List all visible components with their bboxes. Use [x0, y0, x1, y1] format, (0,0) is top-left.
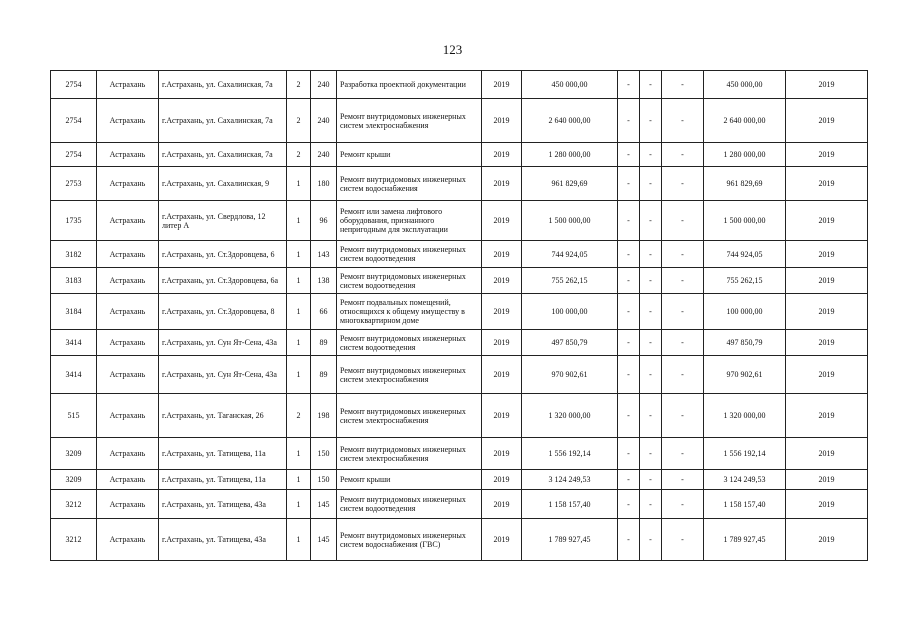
total-cost-cell: 755 262,15 [704, 268, 786, 294]
address-cell: г.Астрахань, ул. Татищева, 43а [159, 519, 287, 561]
year-cell: 2019 [482, 394, 522, 438]
total-cost-cell: 3 124 249,53 [704, 470, 786, 490]
total-cost-cell: 450 000,00 [704, 71, 786, 99]
cost-cell: 1 158 157,40 [522, 490, 618, 519]
completion-year-cell: 2019 [786, 201, 868, 241]
city-cell: Астрахань [97, 167, 159, 201]
city-cell: Астрахань [97, 99, 159, 143]
apartments-cell: 89 [311, 330, 337, 356]
work-type-cell: Ремонт внутридомовых инженерных систем водоотведения [337, 241, 482, 268]
total-cost-cell: 1 280 000,00 [704, 143, 786, 167]
dash-cell: - [640, 490, 662, 519]
dash-cell: - [618, 99, 640, 143]
total-cost-cell: 497 850,79 [704, 330, 786, 356]
apartments-cell: 138 [311, 268, 337, 294]
dash-cell: - [640, 294, 662, 330]
entrances-cell: 1 [287, 438, 311, 470]
entrances-cell: 1 [287, 470, 311, 490]
dash-cell: - [618, 167, 640, 201]
cost-cell: 497 850,79 [522, 330, 618, 356]
completion-year-cell: 2019 [786, 330, 868, 356]
total-cost-cell: 100 000,00 [704, 294, 786, 330]
object-id-cell: 1735 [51, 201, 97, 241]
completion-year-cell: 2019 [786, 519, 868, 561]
dash-cell: - [640, 99, 662, 143]
table-row [51, 268, 868, 294]
city-cell: Астрахань [97, 438, 159, 470]
dash-cell: - [662, 294, 704, 330]
year-cell: 2019 [482, 438, 522, 470]
object-id-cell: 3414 [51, 356, 97, 394]
total-cost-cell: 1 320 000,00 [704, 394, 786, 438]
apartments-cell: 89 [311, 356, 337, 394]
year-cell: 2019 [482, 294, 522, 330]
address-cell: г.Астрахань, ул. Сахалинская, 7а [159, 143, 287, 167]
object-id-cell: 3212 [51, 519, 97, 561]
completion-year-cell: 2019 [786, 71, 868, 99]
city-cell: Астрахань [97, 394, 159, 438]
dash-cell: - [662, 241, 704, 268]
address-cell: г.Астрахань, ул. Сахалинская, 7а [159, 71, 287, 99]
dash-cell: - [618, 394, 640, 438]
cost-cell: 1 789 927,45 [522, 519, 618, 561]
dash-cell: - [618, 470, 640, 490]
completion-year-cell: 2019 [786, 143, 868, 167]
address-cell: г.Астрахань, ул. Сун Ят-Сена, 43а [159, 356, 287, 394]
table-row [51, 201, 868, 241]
dash-cell: - [618, 438, 640, 470]
cost-cell: 100 000,00 [522, 294, 618, 330]
dash-cell: - [640, 143, 662, 167]
work-type-cell: Ремонт подвальных помещений, относящихся к общему имуществу в многоквартирном доме [337, 294, 482, 330]
city-cell: Астрахань [97, 294, 159, 330]
object-id-cell: 2753 [51, 167, 97, 201]
completion-year-cell: 2019 [786, 99, 868, 143]
object-id-cell: 2754 [51, 143, 97, 167]
cost-cell: 1 556 192,14 [522, 438, 618, 470]
dash-cell: - [640, 519, 662, 561]
entrances-cell: 2 [287, 71, 311, 99]
city-cell: Астрахань [97, 201, 159, 241]
cost-cell: 1 500 000,00 [522, 201, 618, 241]
cost-cell: 450 000,00 [522, 71, 618, 99]
dash-cell: - [618, 241, 640, 268]
apartments-cell: 143 [311, 241, 337, 268]
work-type-cell: Ремонт внутридомовых инженерных систем электроснабжения [337, 356, 482, 394]
entrances-cell: 2 [287, 143, 311, 167]
dash-cell: - [640, 268, 662, 294]
dash-cell: - [662, 490, 704, 519]
cost-cell: 744 924,05 [522, 241, 618, 268]
total-cost-cell: 744 924,05 [704, 241, 786, 268]
dash-cell: - [618, 268, 640, 294]
table-row [51, 294, 868, 330]
dash-cell: - [618, 330, 640, 356]
dash-cell: - [662, 394, 704, 438]
object-id-cell: 3212 [51, 490, 97, 519]
address-cell: г.Астрахань, ул. Ст.Здоровцева, 6а [159, 268, 287, 294]
city-cell: Астрахань [97, 143, 159, 167]
apartments-cell: 240 [311, 71, 337, 99]
apartments-cell: 198 [311, 394, 337, 438]
table-row [51, 394, 868, 438]
table-row [51, 241, 868, 268]
work-type-cell: Ремонт внутридомовых инженерных систем водоснабжения (ГВС) [337, 519, 482, 561]
dash-cell: - [640, 356, 662, 394]
completion-year-cell: 2019 [786, 268, 868, 294]
dash-cell: - [662, 201, 704, 241]
city-cell: Астрахань [97, 519, 159, 561]
table-row [51, 519, 868, 561]
dash-cell: - [640, 71, 662, 99]
dash-cell: - [640, 438, 662, 470]
entrances-cell: 1 [287, 356, 311, 394]
apartments-cell: 240 [311, 143, 337, 167]
object-id-cell: 2754 [51, 99, 97, 143]
table-row [51, 99, 868, 143]
cost-cell: 755 262,15 [522, 268, 618, 294]
work-type-cell: Ремонт внутридомовых инженерных систем электроснабжения [337, 438, 482, 470]
dash-cell: - [662, 71, 704, 99]
city-cell: Астрахань [97, 330, 159, 356]
dash-cell: - [662, 356, 704, 394]
city-cell: Астрахань [97, 356, 159, 394]
total-cost-cell: 1 500 000,00 [704, 201, 786, 241]
table-row [51, 438, 868, 470]
object-id-cell: 2754 [51, 71, 97, 99]
work-type-cell: Разработка проектной документации [337, 71, 482, 99]
address-cell: г.Астрахань, ул. Ст.Здоровцева, 8 [159, 294, 287, 330]
dash-cell: - [640, 201, 662, 241]
address-cell: г.Астрахань, ул. Татищева, 11а [159, 438, 287, 470]
completion-year-cell: 2019 [786, 394, 868, 438]
entrances-cell: 1 [287, 519, 311, 561]
work-type-cell: Ремонт внутридомовых инженерных систем водоснабжения [337, 167, 482, 201]
apartments-cell: 150 [311, 470, 337, 490]
address-cell: г.Астрахань, ул. Сахалинская, 9 [159, 167, 287, 201]
table-row [51, 356, 868, 394]
object-id-cell: 3182 [51, 241, 97, 268]
completion-year-cell: 2019 [786, 167, 868, 201]
dash-cell: - [640, 394, 662, 438]
completion-year-cell: 2019 [786, 490, 868, 519]
object-id-cell: 515 [51, 394, 97, 438]
year-cell: 2019 [482, 330, 522, 356]
completion-year-cell: 2019 [786, 356, 868, 394]
city-cell: Астрахань [97, 470, 159, 490]
dash-cell: - [618, 143, 640, 167]
apartments-cell: 145 [311, 490, 337, 519]
dash-cell: - [662, 268, 704, 294]
year-cell: 2019 [482, 71, 522, 99]
cost-cell: 961 829,69 [522, 167, 618, 201]
cost-cell: 3 124 249,53 [522, 470, 618, 490]
year-cell: 2019 [482, 490, 522, 519]
total-cost-cell: 1 556 192,14 [704, 438, 786, 470]
apartments-cell: 180 [311, 167, 337, 201]
work-type-cell: Ремонт внутридомовых инженерных систем электроснабжения [337, 99, 482, 143]
address-cell: г.Астрахань, ул. Таганская, 26 [159, 394, 287, 438]
work-type-cell: Ремонт или замена лифтового оборудования, признанного непригодным для эксплуатации [337, 201, 482, 241]
city-cell: Астрахань [97, 241, 159, 268]
entrances-cell: 1 [287, 201, 311, 241]
entrances-cell: 2 [287, 99, 311, 143]
entrances-cell: 1 [287, 294, 311, 330]
table-row [51, 470, 868, 490]
address-cell: г.Астрахань, ул. Свердлова, 12 литер А [159, 201, 287, 241]
address-cell: г.Астрахань, ул. Татищева, 11а [159, 470, 287, 490]
dash-cell: - [618, 490, 640, 519]
work-type-cell: Ремонт крыши [337, 143, 482, 167]
table-row [51, 71, 868, 99]
entrances-cell: 2 [287, 394, 311, 438]
table-row [51, 490, 868, 519]
page-number: 123 [442, 42, 463, 57]
work-type-cell: Ремонт внутридомовых инженерных систем водоотведения [337, 330, 482, 356]
dash-cell: - [618, 201, 640, 241]
apartments-cell: 96 [311, 201, 337, 241]
dash-cell: - [662, 438, 704, 470]
object-id-cell: 3414 [51, 330, 97, 356]
apartments-cell: 150 [311, 438, 337, 470]
address-cell: г.Астрахань, ул. Сун Ят-Сена, 43а [159, 330, 287, 356]
apartments-cell: 145 [311, 519, 337, 561]
dash-cell: - [618, 71, 640, 99]
completion-year-cell: 2019 [786, 241, 868, 268]
completion-year-cell: 2019 [786, 470, 868, 490]
apartments-cell: 66 [311, 294, 337, 330]
dash-cell: - [640, 167, 662, 201]
address-cell: г.Астрахань, ул. Татищева, 43а [159, 490, 287, 519]
object-id-cell: 3184 [51, 294, 97, 330]
city-cell: Астрахань [97, 71, 159, 99]
completion-year-cell: 2019 [786, 294, 868, 330]
year-cell: 2019 [482, 470, 522, 490]
cost-cell: 1 320 000,00 [522, 394, 618, 438]
year-cell: 2019 [482, 167, 522, 201]
total-cost-cell: 961 829,69 [704, 167, 786, 201]
table-row [51, 143, 868, 167]
total-cost-cell: 1 158 157,40 [704, 490, 786, 519]
work-type-cell: Ремонт крыши [337, 470, 482, 490]
address-cell: г.Астрахань, ул. Ст.Здоровцева, 6 [159, 241, 287, 268]
entrances-cell: 1 [287, 330, 311, 356]
apartments-cell: 240 [311, 99, 337, 143]
dash-cell: - [662, 99, 704, 143]
object-id-cell: 3183 [51, 268, 97, 294]
total-cost-cell: 970 902,61 [704, 356, 786, 394]
dash-cell: - [618, 519, 640, 561]
year-cell: 2019 [482, 201, 522, 241]
dash-cell: - [640, 330, 662, 356]
work-type-cell: Ремонт внутридомовых инженерных систем водоотведения [337, 490, 482, 519]
dash-cell: - [662, 167, 704, 201]
table-row [51, 330, 868, 356]
city-cell: Астрахань [97, 268, 159, 294]
year-cell: 2019 [482, 241, 522, 268]
completion-year-cell: 2019 [786, 438, 868, 470]
cost-cell: 1 280 000,00 [522, 143, 618, 167]
dash-cell: - [662, 143, 704, 167]
address-cell: г.Астрахань, ул. Сахалинская, 7а [159, 99, 287, 143]
dash-cell: - [662, 330, 704, 356]
entrances-cell: 1 [287, 241, 311, 268]
dash-cell: - [662, 519, 704, 561]
table-row [51, 167, 868, 201]
work-type-cell: Ремонт внутридомовых инженерных систем водоотведения [337, 268, 482, 294]
year-cell: 2019 [482, 143, 522, 167]
dash-cell: - [618, 294, 640, 330]
total-cost-cell: 1 789 927,45 [704, 519, 786, 561]
object-id-cell: 3209 [51, 470, 97, 490]
year-cell: 2019 [482, 519, 522, 561]
dash-cell: - [640, 470, 662, 490]
total-cost-cell: 2 640 000,00 [704, 99, 786, 143]
work-type-cell: Ремонт внутридомовых инженерных систем электроснабжения [337, 394, 482, 438]
capital-repair-table [50, 70, 868, 561]
year-cell: 2019 [482, 356, 522, 394]
entrances-cell: 1 [287, 167, 311, 201]
dash-cell: - [662, 470, 704, 490]
dash-cell: - [618, 356, 640, 394]
year-cell: 2019 [482, 99, 522, 143]
dash-cell: - [640, 241, 662, 268]
object-id-cell: 3209 [51, 438, 97, 470]
year-cell: 2019 [482, 268, 522, 294]
cost-cell: 970 902,61 [522, 356, 618, 394]
entrances-cell: 1 [287, 268, 311, 294]
cost-cell: 2 640 000,00 [522, 99, 618, 143]
entrances-cell: 1 [287, 490, 311, 519]
city-cell: Астрахань [97, 490, 159, 519]
